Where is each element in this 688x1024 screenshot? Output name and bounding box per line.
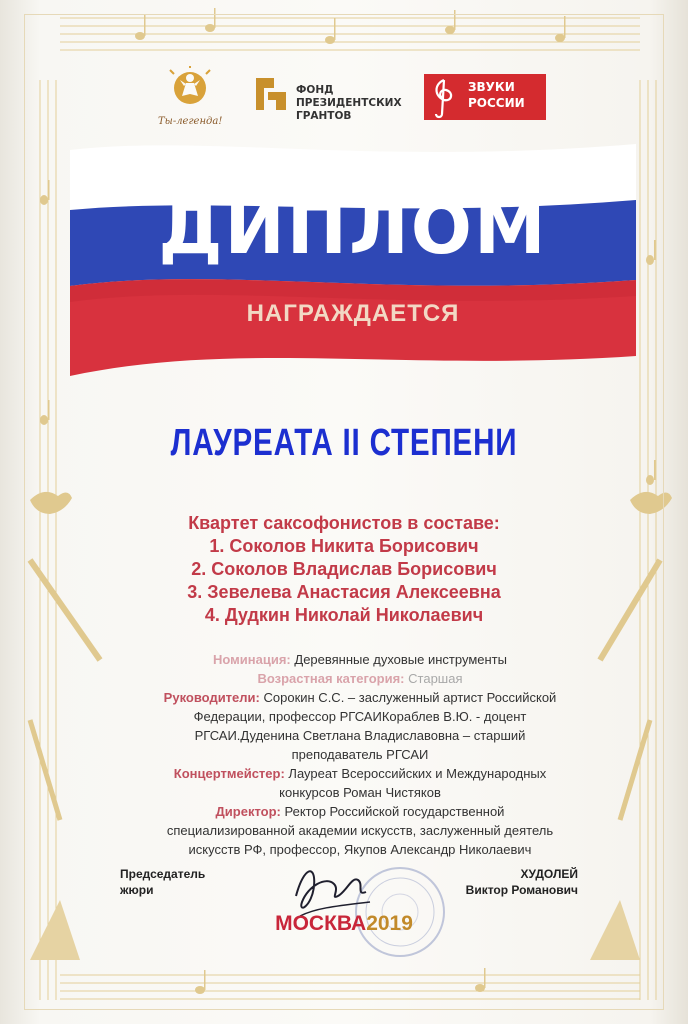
member-4: 4. Дудкин Николай Николаевич <box>204 605 484 625</box>
year: 2019 <box>366 912 413 935</box>
sounds-text <box>468 79 525 111</box>
jury-chair-label <box>120 866 205 898</box>
age-value: Старшая <box>408 671 463 686</box>
laureate-degree: ЛАУРЕАТА II СТЕПЕНИ <box>170 422 518 464</box>
chair-line-2: жюри <box>120 883 154 897</box>
leaders-text-4: преподаватель РГСАИ <box>291 747 429 762</box>
treble-clef-icon <box>424 74 464 120</box>
leaders-text-1: Сорокин С.С. – заслуженный артист Российской <box>263 690 557 705</box>
presidential-grants-logo <box>252 74 412 130</box>
grants-line-2: ПРЕЗИДЕНТСКИХ <box>296 97 402 109</box>
member-2: 2. Соколов Владислав Борисович <box>191 559 497 579</box>
director-text-1: Ректор Российской государственной <box>284 804 505 819</box>
ensemble-block <box>0 512 688 627</box>
grants-emblem-icon <box>252 74 290 114</box>
city-name: МОСКВА <box>275 912 367 935</box>
leaders-text-3: РГСАИ.Дуденина Светлана Владиславовна – старший <box>194 728 526 743</box>
nomination-label: Номинация: <box>213 652 291 667</box>
accompanist-text-2: конкурсов Роман Чистяков <box>279 785 441 800</box>
grants-line-1: ФОНД <box>296 84 334 96</box>
age-label: Возрастная категория: <box>257 671 405 686</box>
city-year <box>0 912 688 936</box>
name-line-1: ХУДОЛЕЙ <box>520 867 578 881</box>
grants-text <box>296 84 402 123</box>
director-text-2: специализированной академии искусств, заслуженный деятель <box>166 823 554 838</box>
member-3: 3. Зевелева Анастасия Алексеевна <box>187 582 501 602</box>
member-1: 1. Соколов Никита Борисович <box>209 536 479 556</box>
diploma-title: ДИПЛОМ <box>158 186 548 270</box>
director-text-3: искусств РФ, профессор, Якупов Александр Николаевич <box>188 842 532 857</box>
chair-line-1: Председатель <box>120 867 206 881</box>
accompanist-label: Концертмейстер: <box>173 766 285 781</box>
grants-line-3: ГРАНТОВ <box>296 110 352 122</box>
name-line-2: Виктор Романович <box>465 883 578 897</box>
director-label: Директор: <box>215 804 281 819</box>
awarded-text: НАГРАЖДАЕТСЯ <box>246 300 460 327</box>
ensemble-heading: Квартет саксофонистов в составе: <box>188 513 500 533</box>
legend-logo <box>160 66 230 138</box>
leaders-text-2: Федерации, профессор РГСАИКораблев В.Ю. - доцент <box>193 709 527 724</box>
sounds-of-russia-logo <box>424 74 546 120</box>
logo-bar <box>160 66 560 138</box>
sounds-line-2: РОССИИ <box>468 96 525 110</box>
legend-caption: Ты-легенда! <box>158 116 223 127</box>
nomination-value: Деревянные духовые инструменты <box>294 652 507 667</box>
sun-figure-icon <box>160 66 220 116</box>
sounds-line-1: ЗВУКИ <box>468 80 515 94</box>
jury-chair-name <box>458 866 578 898</box>
nomination-line <box>110 650 610 669</box>
leaders-line-1 <box>110 688 610 707</box>
accompanist-text-1: Лауреат Всероссийских и Международных <box>288 766 547 781</box>
leaders-label: Руководители: <box>163 690 260 705</box>
details-block <box>110 650 610 859</box>
accompanist-line-1 <box>110 764 610 783</box>
age-line <box>110 669 610 688</box>
director-line-1 <box>110 802 610 821</box>
